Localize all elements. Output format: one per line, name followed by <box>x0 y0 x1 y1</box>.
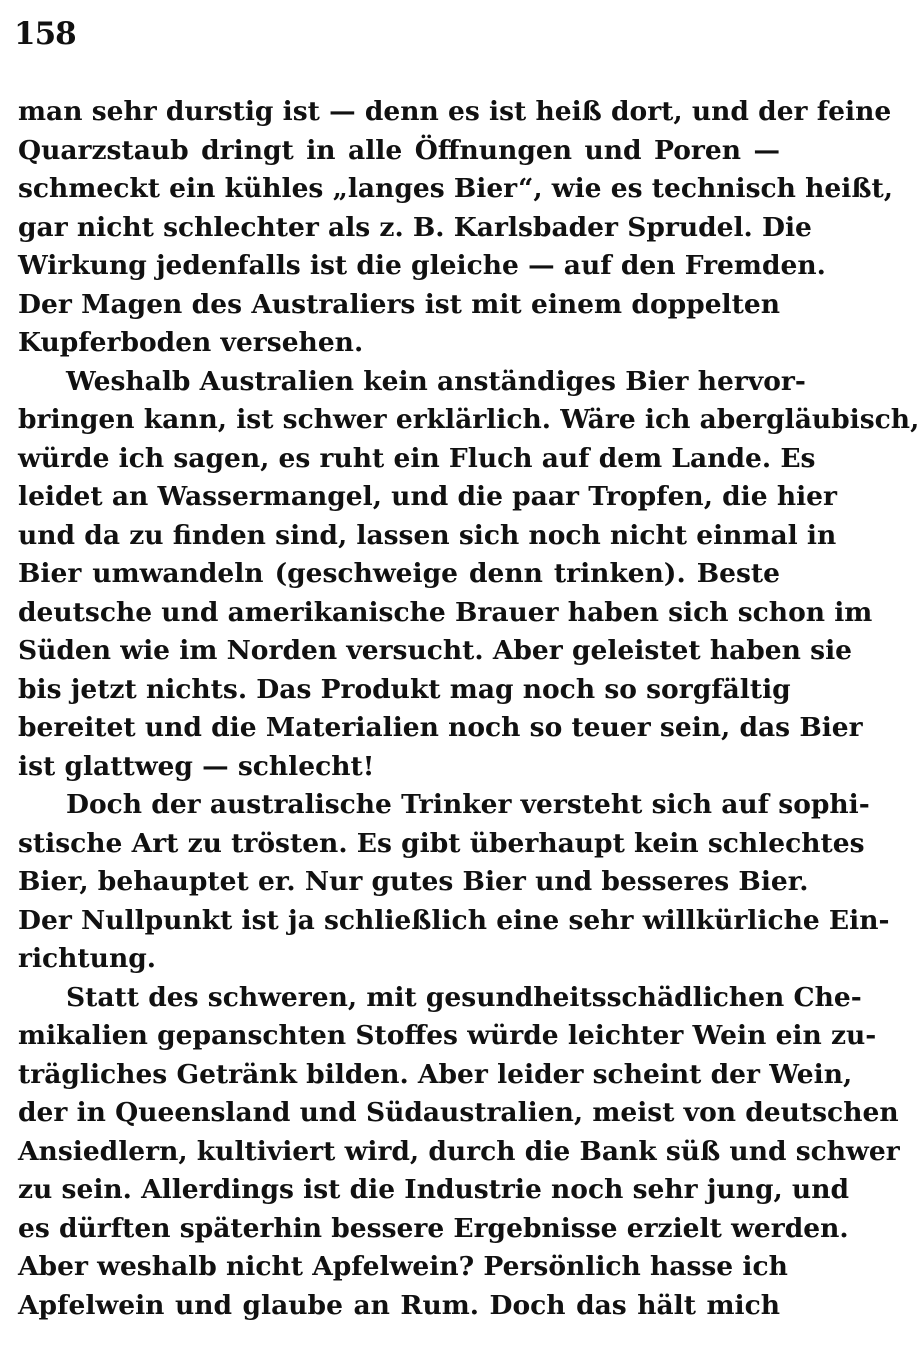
text-line: Bier umwandeln (geschweige denn trinken). Beste <box>18 558 780 589</box>
text-line: Aber weshalb nicht Apfelwein? Persönlich hasse ich <box>18 1251 788 1282</box>
text-line: Quarzstaub dringt in alle Öffnungen und Poren — <box>18 134 780 166</box>
text-line: man sehr durstig ist — denn es ist heiß dort, und der feine <box>18 96 892 127</box>
text-line: stische Art zu trösten. Es gibt überhaupt kein schlechtes <box>18 827 865 859</box>
text-line: leidet an Wassermangel, und die paar Tropfen, die hier <box>18 481 837 512</box>
text-line: Der Nullpunkt ist ja schließlich eine sehr willkürliche Ein- <box>18 904 890 936</box>
paragraph-start-line: Doch der australische Trinker versteht sich auf sophi- <box>66 789 870 820</box>
page-number: 158 <box>14 16 76 52</box>
text-line: Ansiedlern, kultiviert wird, durch die Bank süß und schwer <box>18 1135 900 1167</box>
text-line: Wirkung jedenfalls ist die gleiche — auf den Fremden. <box>18 250 826 281</box>
text-line: trägliches Getränk bilden. Aber leider scheint der Wein, <box>18 1058 853 1090</box>
text-line: würde ich sagen, es ruht ein Fluch auf dem Lande. Es <box>18 442 816 474</box>
text-line: bis jetzt nichts. Das Produkt mag noch so sorgfältig <box>18 673 791 705</box>
text-line: es dürften späterhin bessere Ergebnisse erzielt werden. <box>18 1212 849 1244</box>
text-line: zu sein. Allerdings ist die Industrie noch sehr jung, und <box>18 1174 849 1205</box>
text-line: und da zu finden sind, lassen sich noch nicht einmal in <box>18 519 837 551</box>
text-line: schmeckt ein kühles „langes Bier“, wie es technisch heißt, <box>18 173 893 204</box>
text-line: der in Queensland und Südaustralien, meist von deutschen <box>18 1097 899 1128</box>
text-line: gar nicht schlechter als z. B. Karlsbader Sprudel. Die <box>18 211 812 243</box>
text-line: Apfelwein und glaube an Rum. Doch das hält mich <box>18 1289 780 1321</box>
text-line: Bier, behauptet er. Nur gutes Bier und besseres Bier. <box>18 866 809 897</box>
text-line: richtung. <box>18 943 156 974</box>
text-line: deutsche und amerikanische Brauer haben sich schon im <box>18 596 873 628</box>
text-line: Süden wie im Norden versucht. Aber geleistet haben sie <box>18 635 852 666</box>
text-line: bereitet und die Materialien noch so teuer sein, das Bier <box>18 712 863 743</box>
paragraph-start-line: Statt des schweren, mit gesundheitsschädlichen Che- <box>66 981 862 1013</box>
body-text <box>18 93 919 1325</box>
text-line: Kupferboden versehen. <box>18 327 364 358</box>
paragraph-start-line: Weshalb Australien kein anständiges Bier hervor- <box>66 365 806 397</box>
text-line: ist glattweg — schlecht! <box>18 750 375 782</box>
text-line: Der Magen des Australiers ist mit einem doppelten <box>18 288 780 320</box>
text-line: bringen kann, ist schwer erklärlich. Wäre ich abergläubisch, <box>18 404 919 435</box>
text-line: mikalien gepanschten Stoffes würde leichter Wein ein zu- <box>18 1020 877 1051</box>
